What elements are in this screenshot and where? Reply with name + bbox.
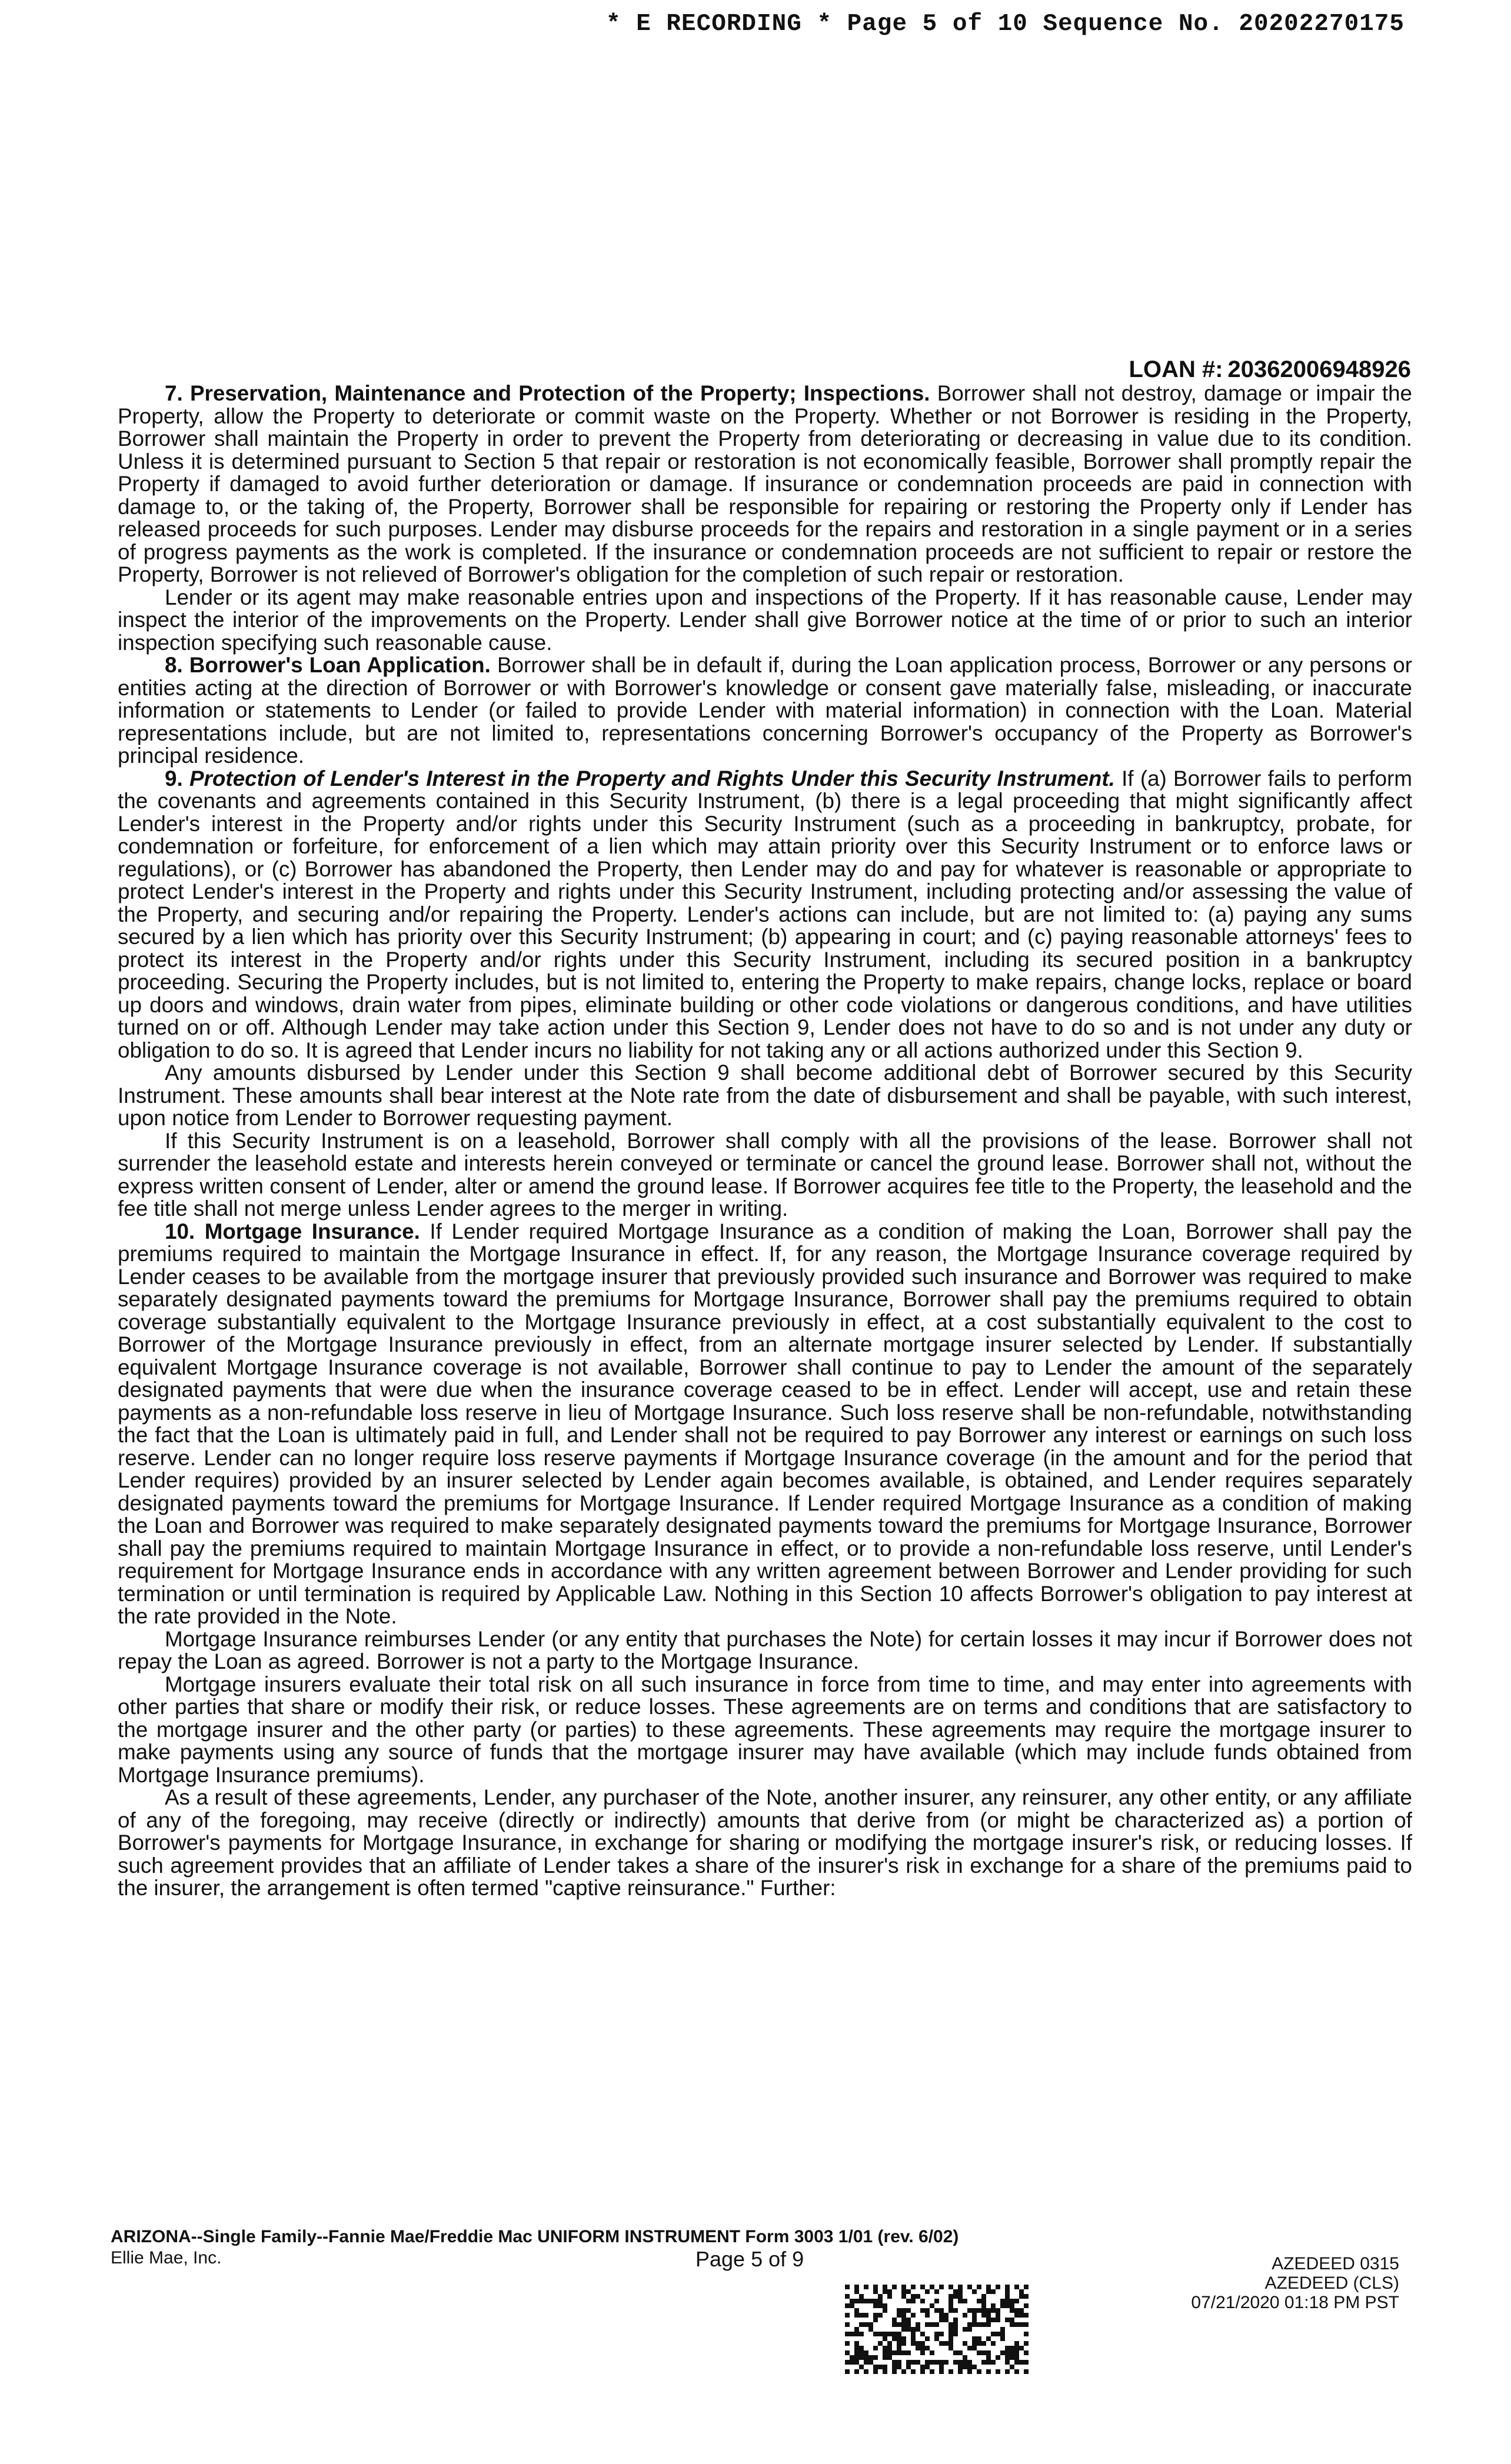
page-number: Page 5 of 9	[695, 2247, 804, 2271]
section-number: 7.	[165, 381, 183, 405]
company-name: Ellie Mae, Inc.	[111, 2248, 222, 2268]
form-title: ARIZONA--Single Family--Fannie Mae/Freddie Mac UNIFORM INSTRUMENT Form 3003 1/01 (rev. 6/02)	[111, 2227, 959, 2246]
section-text: If Lender required Mortgage Insurance as a condition of making the Loan, Borrower shall pay the premiums required to maintain the Mortgage Insurance in effect. If, for any reason, the Mortgage Insurance coverage required by Lender ceases to be available from the mortgage insurer that previously provided such insurance and Borrower was required to make separately designated payments toward the premiums for Mortgage Insurance, Borrower shall pay the premiums required to obtain coverage substantially equivalent to the Mortgage Insurance previously in effect, at a cost substantially equivalent to the cost to Borrower of the Mortgage Insurance previously in effect, from an alternate mortgage insurer selected by Lender. If substantially equivalent Mortgage Insurance coverage is not available, Borrower shall continue to pay to Lender the amount of the separately designated payments that were due when the insurance coverage ceased to be in effect. Lender will accept, use and retain these payments as a non-refundable loss reserve in lieu of Mortgage Insurance. Such loss reserve shall be non-refundable, notwithstanding the fact that the Loan is ultimately paid in full, and Lender shall not be required to pay Borrower any interest or earnings on such loss reserve. Lender can no longer require loss reserve payments if Mortgage Insurance coverage (in the amount and for the period that Lender requires) provided by an insurer selected by Lender again becomes available, is obtained, and Lender requires separately designated payments toward the premiums for Mortgage Insurance. If Lender required Mortgage Insurance as a condition of making the Loan and Borrower was required to make separately designated payments toward the premiums for Mortgage Insurance, Borrower shall pay the premiums required to maintain Mortgage Insurance in effect, or to provide a non-refundable loss reserve, until Lender's requirement for Mortgage Insurance ends in accordance with any written agreement between Borrower and Lender providing for such termination or until termination is required by Applicable Law. Nothing in this Section 10 affects Borrower's obligation to pay interest at the rate provided in the Note.	[118, 1219, 1412, 1628]
section-10-paragraph-2: Mortgage Insurance reimburses Lender (or any entity that purchases the Note) for certain losses it may incur if Borrower does not repay the Loan as agreed. Borrower is not a party to the Mortgage Insurance.	[118, 1626, 1412, 1673]
document-body	[118, 382, 1412, 1900]
section-10-paragraph-4: As a result of these agreements, Lender, any purchaser of the Note, another insurer, any reinsurer, any other entity, or any affiliate of any of the foregoing, may receive (directly or indirectly) amounts that derive from (or might be characterized as) a portion of Borrower's payments for Mortgage Insurance, in exchange for sharing or modifying the mortgage insurer's risk, or reducing losses. If such agreement provides that an affiliate of Lender takes a share of the insurer's risk in exchange for a share of the premiums paid to the insurer, the arrangement is often termed "captive reinsurance." Further:	[118, 1785, 1412, 1900]
form-code: AZEDEED 0315	[1272, 2254, 1399, 2273]
section-8-paragraph	[118, 654, 1412, 768]
section-10-paragraph-3: Mortgage insurers evaluate their total risk on all such insurance in force from time to time, and may enter into agreements with other parties that share or modify their risk, or reduce losses. These agreements are on terms and conditions that are satisfactory to the mortgage insurer and the other party (or parties) to these agreements. These agreements may require the mortgage insurer to make payments using any source of funds that the mortgage insurer may have available (which may include funds obtained from Mortgage Insurance premiums).	[118, 1672, 1412, 1787]
loan-number	[1124, 356, 1411, 383]
form-code-cls: AZEDEED (CLS)	[1264, 2273, 1399, 2293]
section-text: If (a) Borrower fails to perform the covenants and agreements contained in this Security Instrument, (b) there is a legal proceeding that might significantly affect Lender's interest in the Property and/or rights under this Security Instrument (such as a proceeding in bankruptcy, probate, for condemnation or forfeiture, for enforcement of a lien which may attain priority over this Security Instrument or to enforce laws or regulations), or (c) Borrower has abandoned the Property, then Lender may do and pay for whatever is reasonable or appropriate to protect Lender's interest in the Property and rights under this Security Instrument, including protecting and/or assessing the value of the Property, and securing and/or repairing the Property. Lender's actions can include, but are not limited to: (a) paying any sums secured by a lien which has priority over this Security Instrument; (b) appearing in court; and (c) paying reasonable attorneys' fees to protect its interest in the Property and/or rights under this Security Instrument, including its secured position in a bankruptcy proceeding. Securing the Property includes, but is not limited to, entering the Property to make repairs, change locks, replace or board up doors and windows, drain water from pipes, eliminate building or other code violations or dangerous conditions, and have utilities turned on or off. Although Lender may take action under this Section 9, Lender does not have to do so and is not under any duty or obligation to do so. It is agreed that Lender incurs no liability for not taking any or all actions authorized under this Section 9.	[118, 766, 1412, 1062]
loan-value: 20362006948926	[1227, 356, 1411, 382]
section-title: Protection of Lender's Interest in the Property and Rights Under this Security Instrument.	[189, 766, 1115, 791]
section-title: Preservation, Maintenance and Protection of the Property; Inspections.	[189, 381, 930, 405]
section-text: Borrower shall not destroy, damage or impair the Property, allow the Property to deteriorate or commit waste on the Property. Whether or not Borrower is residing in the Property, Borrower shall maintain the Property in order to prevent the Property from deteriorating or decreasing in value due to its condition. Unless it is determined pursuant to Section 5 that repair or restoration is not economically feasible, Borrower shall promptly repair the Property if damaged to avoid further deterioration or damage. If insurance or condemnation proceeds are paid in connection with damage to, or the taking of, the Property, Borrower shall be responsible for repairing or restoring the Property only if Lender has released proceeds for such purposes. Lender may disburse proceeds for the repairs and restoration in a single payment or in a series of progress payments as the work is completed. If the insurance or condemnation proceeds are not sufficient to repair or restore the Property, Borrower is not relieved of Borrower's obligation for the completion of such repair or restoration.	[118, 381, 1413, 586]
section-title: Mortgage Insurance.	[204, 1219, 420, 1243]
section-9-paragraph-2: Any amounts disbursed by Lender under this Section 9 shall become additional debt of Borrower secured by this Security Instrument. These amounts shall bear interest at the Note rate from the date of disbursement and shall be payable, with such interest, upon notice from Lender to Borrower requesting payment.	[118, 1061, 1412, 1130]
section-9-paragraph-3: If this Security Instrument is on a leasehold, Borrower shall comply with all the provisions of the lease. Borrower shall not surrender the leasehold estate and interests herein conveyed or terminate or cancel the ground lease. Borrower shall not, without the express written consent of Lender, alter or amend the ground lease. If Borrower acquires fee title to the Property, the leasehold and the fee title shall not merge unless Lender agrees to the merger in writing.	[118, 1128, 1412, 1221]
section-7-paragraph	[118, 382, 1412, 586]
barcode-image	[845, 2285, 1029, 2374]
section-title: Borrower's Loan Application.	[189, 653, 491, 677]
section-number: 10.	[165, 1219, 195, 1243]
section-text: Borrower shall be in default if, during the Loan application process, Borrower or any persons or entities acting at the direction of Borrower or with Borrower's knowledge or consent gave materially false, misleading, or inaccurate information or statements to Lender (or failed to provide Lender with material information) in connection with the Loan. Material representations include, but are not limited to, representations concerning Borrower's occupancy of the Property as Borrower's principal residence.	[118, 653, 1413, 768]
section-10-paragraph	[118, 1221, 1412, 1628]
print-timestamp: 07/21/2020 01:18 PM PST	[1191, 2293, 1399, 2312]
section-9-paragraph	[118, 768, 1412, 1062]
section-number: 9.	[165, 766, 183, 791]
loan-label: LOAN #:	[1129, 356, 1223, 382]
form-code-block	[1191, 2254, 1399, 2312]
section-number: 8.	[165, 653, 183, 677]
recording-header: * E RECORDING * Page 5 of 10 Sequence No. 20202270175	[606, 11, 1405, 38]
section-7-paragraph-2: Lender or its agent may make reasonable entries upon and inspections of the Property. If it has reasonable cause, Lender may inspect the interior of the improvements on the Property. Lender shall give Borrower notice at the time of or prior to such an interior inspection specifying such reasonable cause.	[118, 585, 1412, 655]
